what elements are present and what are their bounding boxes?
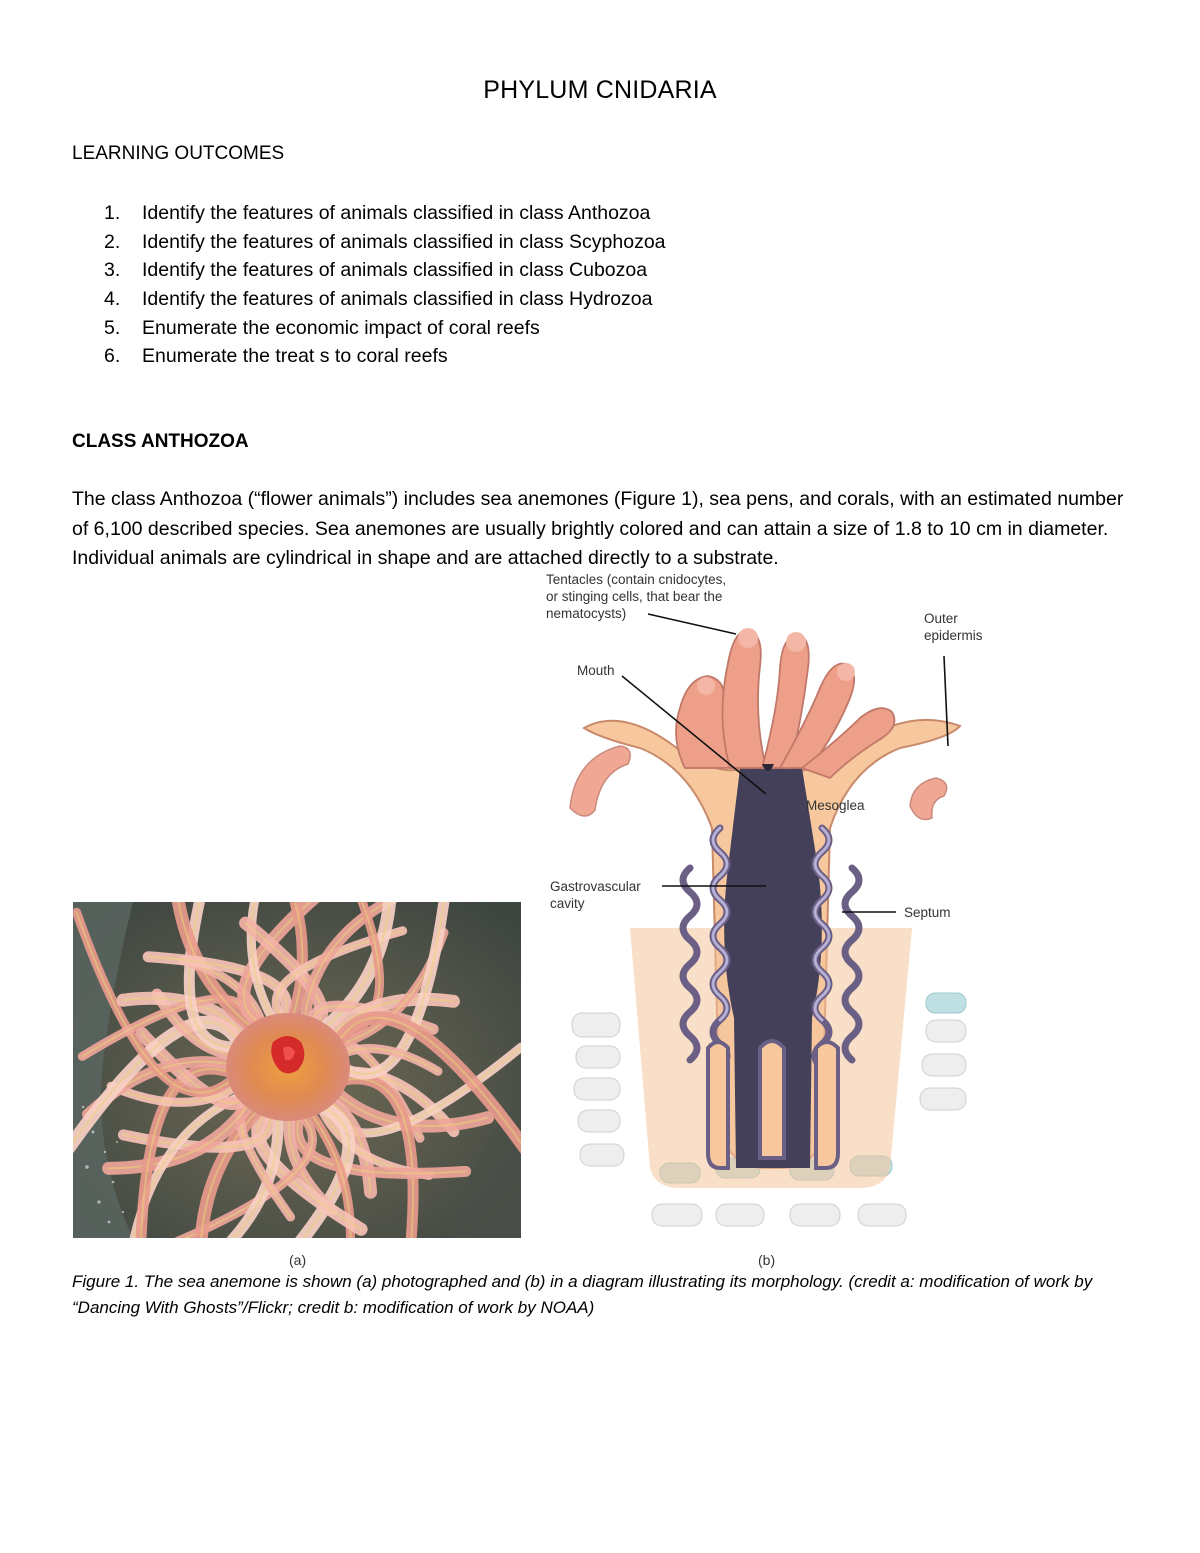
diagram-label-gastrovascular: Gastrovascular [550, 879, 641, 894]
diagram-label-tentacles: Tentacles (contain cnidocytes, [546, 572, 727, 587]
list-item-number: 1. [104, 202, 121, 224]
diagram-label-tentacles-2: or stinging cells, that bear the [546, 589, 723, 604]
section-heading-class-anthozoa: CLASS ANTHOZOA [72, 431, 249, 452]
diagram-label-outer-epidermis: Outer [924, 611, 958, 626]
list-item [104, 228, 666, 257]
list-item-text: Identify the features of animals classified in class Anthozoa [142, 202, 651, 224]
list-item [104, 256, 666, 285]
figure-label-b: (b) [758, 1252, 776, 1268]
intro-paragraph: The class Anthozoa (“flower animals”) includes sea anemones (Figure 1), sea pens, and corals, with an estimated number of 6,100 described species. Sea anemones are usually brightly colored and can attain a size of 1.8 to 10 cm in diameter. Individual animals are cylindrical in shape and are attached directly to a substrate. [72, 488, 1124, 569]
list-item [104, 199, 666, 228]
list-item-number: 5. [104, 316, 121, 339]
learning-outcomes-heading: LEARNING OUTCOMES [72, 143, 285, 164]
list-item-text: Enumerate the economic impact of coral reefs [142, 316, 540, 339]
figure-label-a: (a) [289, 1252, 307, 1268]
diagram-label-mesoglea: Mesoglea [806, 798, 865, 813]
list-item [104, 314, 666, 343]
page-title: PHYLUM CNIDARIA [483, 76, 717, 104]
list-item-text: Identify the features of animals classified in class Scyphozoa [142, 230, 666, 253]
diagram-label-gastrovascular-2: cavity [550, 896, 585, 911]
list-item [104, 342, 666, 371]
list-item-text: Enumerate the treat s to coral reefs [142, 345, 448, 368]
diagram-label-mouth: Mouth [577, 663, 615, 678]
list-item [104, 285, 666, 314]
list-item-number: 6. [104, 345, 121, 368]
diagram-label-septum: Septum [904, 905, 951, 920]
list-item-text: Identify the features of animals classified in class Cubozoa [142, 259, 648, 282]
learning-outcomes-list [104, 199, 666, 371]
diagram-label-tentacles-3: nematocysts) [546, 606, 627, 621]
sea-anemone-photo [73, 902, 521, 1238]
list-item-number: 4. [104, 288, 121, 311]
list-item-number: 3. [104, 259, 121, 282]
sea-anemone-diagram [540, 568, 1000, 1240]
diagram-label-outer-epidermis-2: epidermis [924, 628, 983, 643]
figure-caption: Figure 1. The sea anemone is shown (a) photographed and (b) in a diagram illustrating its morphology. (credit a: modification of work by “Dancing With Ghosts”/Flickr; credit b: modification of work by NOAA) [72, 1272, 1093, 1317]
list-item-text: Identify the features of animals classified in class Hydrozoa [142, 288, 653, 311]
list-item-number: 2. [104, 230, 121, 253]
